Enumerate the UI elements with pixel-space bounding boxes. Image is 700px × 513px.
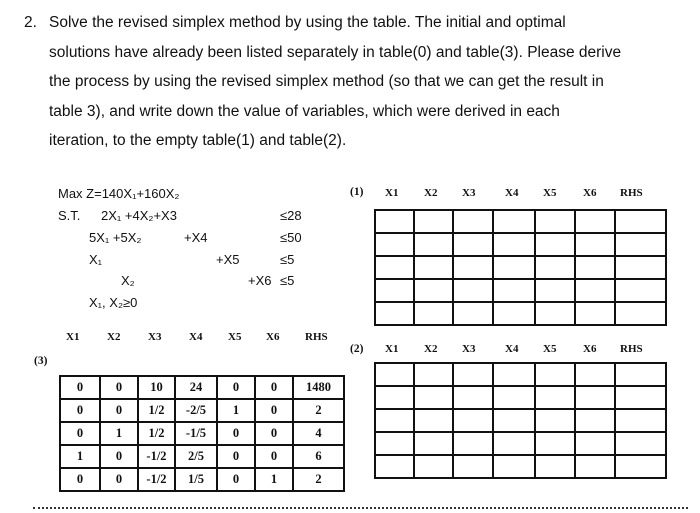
table-1-cell[interactable] <box>453 233 493 256</box>
table-1-cell[interactable] <box>493 279 535 302</box>
table-2-cell[interactable] <box>575 363 615 386</box>
table-2-cell[interactable] <box>414 455 453 478</box>
table-3-cell: 0 <box>255 422 293 445</box>
table-1-cell[interactable] <box>414 210 453 233</box>
table-2-cell[interactable] <box>453 432 493 455</box>
dotted-divider <box>33 507 688 509</box>
table-3-cell: 2 <box>293 399 344 422</box>
question-line-1: Solve the revised simplex method by using the table. The initial and optimal <box>49 14 566 31</box>
table-3-cell: 1 <box>100 422 138 445</box>
table-2-cell[interactable] <box>535 432 575 455</box>
table-1-cell[interactable] <box>414 256 453 279</box>
table-1-cell[interactable] <box>535 210 575 233</box>
table-2-cell[interactable] <box>493 432 535 455</box>
table-1-cell[interactable] <box>375 233 414 256</box>
table-3 <box>59 375 345 492</box>
table-1-header-x3: X3 <box>462 187 476 199</box>
table-1-cell[interactable] <box>615 256 666 279</box>
table-3-cell: 24 <box>175 376 217 399</box>
table-2-label: (2) <box>350 343 364 355</box>
table-3-row <box>60 445 344 468</box>
table-1-cell[interactable] <box>414 233 453 256</box>
table-2-cell[interactable] <box>535 386 575 409</box>
table-2-cell[interactable] <box>493 363 535 386</box>
table-3-cell: 0 <box>100 376 138 399</box>
table-1-cell[interactable] <box>453 256 493 279</box>
table-3-cell: 0 <box>100 468 138 491</box>
table-3-cell: 1480 <box>293 376 344 399</box>
table-2-cell[interactable] <box>375 386 414 409</box>
table-2-cell[interactable] <box>535 363 575 386</box>
table-1-grid[interactable] <box>374 209 667 326</box>
table-3-cell: -1/2 <box>138 445 175 468</box>
table-2-cell[interactable] <box>375 409 414 432</box>
table-2-header-x1: X1 <box>385 343 399 355</box>
table-3-cell: 0 <box>60 468 100 491</box>
constraint-3-rhs: ≤5 <box>280 252 295 267</box>
table-3-cell: -1/5 <box>175 422 217 445</box>
question-line-5: iteration, to the empty table(1) and table(2). <box>49 132 347 149</box>
table-2-cell[interactable] <box>575 386 615 409</box>
table-2-cell[interactable] <box>414 409 453 432</box>
table-2-cell[interactable] <box>453 363 493 386</box>
table-3-row <box>60 399 344 422</box>
table-3-cell: 0 <box>60 422 100 445</box>
table-3-cell: 1 <box>255 468 293 491</box>
table-3-label: (3) <box>34 355 48 367</box>
table-1-cell[interactable] <box>453 279 493 302</box>
table-1-cell[interactable] <box>575 279 615 302</box>
table-3-cell: 0 <box>255 445 293 468</box>
question-line-3: the process by using the revised simplex method (so that we can get the result in <box>49 73 604 90</box>
objective: Max Z=140X₁+160X₂ <box>58 186 180 201</box>
table-2-cell[interactable] <box>375 363 414 386</box>
table-3-header-x3: X3 <box>148 331 162 343</box>
table-3-cell: 0 <box>100 399 138 422</box>
table-1-cell[interactable] <box>535 233 575 256</box>
table-2-cell[interactable] <box>615 432 666 455</box>
table-3-header-x2: X2 <box>107 331 121 343</box>
table-2-cell[interactable] <box>615 455 666 478</box>
table-3-row <box>60 422 344 445</box>
table-2-cell[interactable] <box>453 386 493 409</box>
table-2-grid[interactable] <box>374 362 667 479</box>
table-1-cell[interactable] <box>453 302 493 325</box>
table-2-cell[interactable] <box>615 386 666 409</box>
table-3-cell: 2 <box>293 468 344 491</box>
table-2-cell[interactable] <box>575 409 615 432</box>
table-3-cell: 0 <box>217 445 255 468</box>
table-3-cell: 0 <box>217 422 255 445</box>
table-1-cell[interactable] <box>575 302 615 325</box>
table-1-cell[interactable] <box>493 210 535 233</box>
table-1-cell[interactable] <box>375 256 414 279</box>
table-3-cell: 0 <box>255 376 293 399</box>
table-2-header-x2: X2 <box>424 343 438 355</box>
table-3-cell: 0 <box>217 376 255 399</box>
st-label: S.T. <box>58 208 81 223</box>
table-2-cell[interactable] <box>375 432 414 455</box>
table-2-cell[interactable] <box>615 363 666 386</box>
question-line-2: solutions have already been listed separately in table(0) and table(3). Please derive <box>49 43 622 61</box>
table-2-cell[interactable] <box>453 455 493 478</box>
table-2-cell[interactable] <box>493 386 535 409</box>
table-1-cell[interactable] <box>575 256 615 279</box>
table-1-header-x6: X6 <box>583 187 597 199</box>
table-3-header-x6: X6 <box>266 331 280 343</box>
table-1-cell[interactable] <box>493 233 535 256</box>
constraint-4-rhs: ≤5 <box>280 273 295 288</box>
table-2-cell[interactable] <box>535 409 575 432</box>
table-3-cell: 1 <box>217 399 255 422</box>
table-3-cell: 10 <box>138 376 175 399</box>
table-3-header-x1: X1 <box>66 331 80 343</box>
table-3-row <box>60 468 344 491</box>
constraint-3-lhs: X₁ <box>89 252 103 267</box>
constraint-3-slack: +X5 <box>216 252 240 267</box>
table-1-cell[interactable] <box>575 233 615 256</box>
table-2-header-x6: X6 <box>583 343 597 355</box>
table-1-cell[interactable] <box>453 210 493 233</box>
table-3-cell: 0 <box>217 468 255 491</box>
table-1-cell[interactable] <box>615 302 666 325</box>
table-2-cell[interactable] <box>535 455 575 478</box>
table-2-cell[interactable] <box>575 432 615 455</box>
question-line-4: table 3), and write down the value of variables, which were derived in each <box>49 102 560 120</box>
table-3-cell: 1 <box>60 445 100 468</box>
constraint-1-rhs: ≤28 <box>280 208 302 223</box>
table-3-header-rhs: RHS <box>305 331 328 343</box>
table-3-cell: 0 <box>100 445 138 468</box>
table-2-cell[interactable] <box>414 432 453 455</box>
table-2-header-x3: X3 <box>462 343 476 355</box>
table-1-header-x4: X4 <box>505 187 519 199</box>
table-3-cell: 1/2 <box>138 422 175 445</box>
table-1-cell[interactable] <box>615 279 666 302</box>
table-2-header-x5: X5 <box>543 343 557 355</box>
constraint-4-slack: +X6 <box>248 273 272 288</box>
table-3-cell: -1/2 <box>138 468 175 491</box>
table-1-header-x5: X5 <box>543 187 557 199</box>
table-1-cell[interactable] <box>615 210 666 233</box>
table-2-cell[interactable] <box>493 409 535 432</box>
table-1-cell[interactable] <box>375 302 414 325</box>
table-2-cell[interactable] <box>414 363 453 386</box>
table-1-cell[interactable] <box>375 279 414 302</box>
table-3-cell: 1/5 <box>175 468 217 491</box>
constraint-4-lhs: X₂ <box>121 273 135 288</box>
table-1-header-x1: X1 <box>385 187 399 199</box>
table-1-cell[interactable] <box>375 210 414 233</box>
table-3-cell: 1/2 <box>138 399 175 422</box>
table-2-cell[interactable] <box>615 409 666 432</box>
question-number: 2. <box>24 14 37 31</box>
table-1-cell[interactable] <box>493 302 535 325</box>
question <box>24 8 684 156</box>
table-3-cell: 0 <box>60 376 100 399</box>
table-1-cell[interactable] <box>535 279 575 302</box>
table-3-cell: 0 <box>255 399 293 422</box>
table-3-cell: 6 <box>293 445 344 468</box>
table-1-header-rhs: RHS <box>620 187 643 199</box>
table-2-cell[interactable] <box>414 386 453 409</box>
table-3-cell: -2/5 <box>175 399 217 422</box>
table-1-cell[interactable] <box>414 302 453 325</box>
constraint-1-lhs: 2X₁ +4X₂+X3 <box>101 208 177 223</box>
table-2-header-rhs: RHS <box>620 343 643 355</box>
table-2-cell[interactable] <box>493 455 535 478</box>
table-1-cell[interactable] <box>615 233 666 256</box>
table-1-cell[interactable] <box>535 302 575 325</box>
table-1-label: (1) <box>350 186 364 198</box>
constraint-2-slack: +X4 <box>184 230 208 245</box>
table-3-header-x4: X4 <box>189 331 203 343</box>
table-3-cell: 2/5 <box>175 445 217 468</box>
table-2-cell[interactable] <box>453 409 493 432</box>
table-1-cell[interactable] <box>575 210 615 233</box>
table-2-header-x4: X4 <box>505 343 519 355</box>
nonnegativity: X₁, X₂≥0 <box>89 295 138 310</box>
table-3-cell: 0 <box>60 399 100 422</box>
constraint-2-lhs: 5X₁ +5X₂ <box>89 230 142 245</box>
table-1-cell[interactable] <box>493 256 535 279</box>
table-3-row <box>60 376 344 399</box>
table-1-header-x2: X2 <box>424 187 438 199</box>
table-2-cell[interactable] <box>375 455 414 478</box>
table-2-cell[interactable] <box>575 455 615 478</box>
table-3-header-x5: X5 <box>228 331 242 343</box>
table-1-cell[interactable] <box>414 279 453 302</box>
constraint-2-rhs: ≤50 <box>280 230 302 245</box>
table-1-cell[interactable] <box>535 256 575 279</box>
table-3-cell: 4 <box>293 422 344 445</box>
